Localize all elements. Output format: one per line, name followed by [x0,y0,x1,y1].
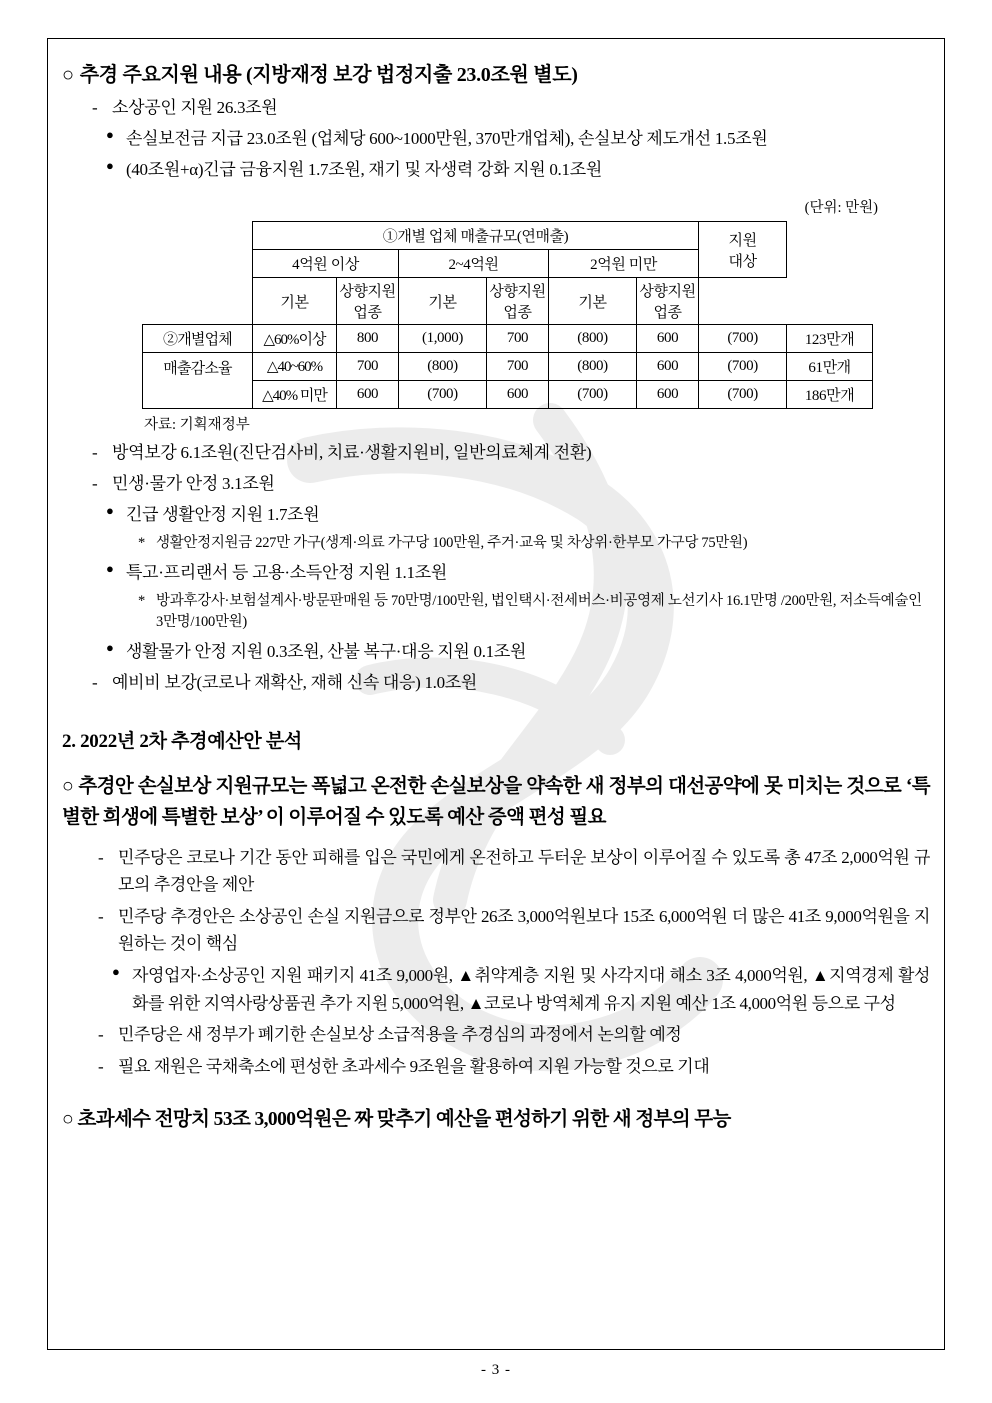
list-item-text: 민주당 추경안은 소상공인 손실 지원금으로 정부안 26조 3,000억원보다 15조 6,000억원 더 많은 41조 9,000억원을 지원하는 것이 핵심 [118,906,930,954]
dash-bullet-icon: - [98,847,104,867]
table-cell: 600 [637,325,699,353]
dash-bullet-icon: - [98,1025,104,1045]
table-subheader-3: 상향지원업종 [487,278,549,325]
dash-bullet-icon: - [98,1056,104,1076]
asterisk-bullet-icon: * [138,534,145,551]
table-row-label-1: △40~60% [253,353,337,381]
table-cell: 600 [337,381,399,409]
list-item-text: (40조원+α)긴급 금융지원 1.7조원, 재기 및 자생력 강화 지원 0.1조원 [126,159,602,179]
table-cell: 700 [337,353,399,381]
dash-bullet-icon: - [92,474,98,494]
table-cell: 800 [337,325,399,353]
list-item [112,962,930,1017]
list-item-text: 특고·프리랜서 등 고용·소득안정 지원 1.1조원 [126,562,447,582]
dot-bullet-icon: ● [106,503,114,519]
list-item [106,560,930,586]
table-cell: (700) [549,381,637,409]
circle-marker-icon: ○ [62,775,74,797]
table-cell: (800) [399,353,487,381]
list-item [98,1021,930,1049]
table-header-target-line2: 대상 [728,253,757,270]
table-row [143,381,873,409]
list-item [106,502,930,528]
circle-marker-icon: ○ [62,64,74,86]
table-cell: (700) [699,353,787,381]
table-header-group-2: 2억원 미만 [549,250,699,278]
table-cell: (700) [399,381,487,409]
list-item-text: 손실보전금 지급 23.0조원 (업체당 600~1000만원, 370만개업체), 손실보상 제도개선 1.5조원 [126,128,768,148]
table-row-label-2: △40% 미만 [253,381,337,409]
dash-bullet-icon: - [92,443,98,463]
table-subheader-2: 기본 [399,278,487,325]
list-item [92,471,930,497]
table-rowgroup-label-line2: 매출감소율 [143,353,253,381]
table-header-target [699,222,787,278]
list-item-text: 민주당은 코로나 기간 동안 피해를 입은 국민에게 온전하고 두터운 보상이 이루어질 수 있도록 총 47조 2,000억원 규모의 추경안을 제안 [118,847,930,895]
list-item [106,157,930,183]
dash-bullet-icon: - [92,672,98,692]
dot-bullet-icon: ● [112,963,120,979]
list-item-text: 민주당은 새 정부가 폐기한 손실보상 소급적용을 추경심의 과정에서 논의할 예정 [118,1025,682,1045]
list-item [98,1053,930,1081]
table-cell-target: 123만개 [787,325,873,353]
circle-marker-icon: ○ [62,1109,74,1131]
section2-closing-paragraph [62,1104,930,1136]
list-item-text: 방과후강사·보험설계사·방문판매원 등 70만명/100만원, 법인택시·전세버스·비공영제 노선기사 16.1만명 /200만원, 저소득예술인 3만명/100만원) [156,592,922,631]
table-cell: 700 [487,353,549,381]
section2-lead-text: 추경안 손실보상 지원규모는 폭넓고 온전한 손실보상을 약속한 새 정부의 대선공약에 못 미치는 것으로 ‘특별한 희생에 특별한 보상’ 이 이루어질 수 있도록 예산 증액 편성 필요 [62,775,930,829]
dot-bullet-icon: ● [106,157,114,173]
dash-bullet-icon: - [98,906,104,926]
table-cell: 600 [637,381,699,409]
list-item-note [138,533,930,555]
table-cell: (700) [699,325,787,353]
list-item-text: 소상공인 지원 26.3조원 [112,98,278,117]
list-item-text: 자영업자·소상공인 지원 패키지 41조 9,000원, ▲취약계층 지원 및 사각지대 해소 3조 4,000억원, ▲지역경제 활성화를 위한 지역사랑상품권 추가 지원 5,000억원, ▲코로나 방역체계 유지 지원 예산 1조 4,000억원 등으로 구성 [132,965,930,1013]
table-subheader-5: 상향지원업종 [637,278,699,325]
table-header-sales-scale: ①개별 업체 매출규모(연매출) [253,222,699,250]
list-item-text: 예비비 보강(코로나 재확산, 재해 신속 대응) 1.0조원 [112,672,478,692]
table-cell: (800) [549,353,637,381]
table-header-target-line1: 지원 [728,232,757,249]
list-item [92,440,930,466]
dash-bullet-icon: - [92,98,98,117]
section1-heading [62,60,930,90]
table-row-label-0: △60%이상 [253,325,337,353]
document-content [62,60,930,1136]
table-subheader-4: 기본 [549,278,637,325]
support-amount-table [142,221,873,409]
table-row [143,353,873,381]
list-item-note [138,591,930,635]
table-subheader-0: 기본 [253,278,337,325]
list-item [92,670,930,696]
table-unit-label: (단위: 만원) [804,200,878,217]
table-cell: (800) [549,325,637,353]
dot-bullet-icon: ● [106,560,114,576]
list-item [106,639,930,665]
table-cell: (700) [699,381,787,409]
table-cell: 600 [637,353,699,381]
list-item-text: 방역보강 6.1조원(진단검사비, 치료·생활지원비, 일반의료체계 전환) [112,443,592,463]
section1-heading-text: 추경 주요지원 내용 (지방재정 보강 법정지출 23.0조원 별도) [79,64,578,86]
dot-bullet-icon: ● [106,126,114,142]
table-header-row [143,222,873,250]
table-cell: (1,000) [399,325,487,353]
list-item [98,844,930,899]
table-cell: 700 [487,325,549,353]
list-item-text: 긴급 생활안정 지원 1.7조원 [126,505,320,525]
table-subheader-1: 상향지원업종 [337,278,399,325]
list-item-text: 민생·물가 안정 3.1조원 [112,474,275,494]
list-item [92,95,930,121]
list-item-text: 필요 재원은 국채축소에 편성한 초과세수 9조원을 활용하여 지원 가능할 것으로 기대 [118,1056,710,1076]
list-item-text: 생활안정지원금 227만 가구(생계·의료 가구당 100만원, 주거·교육 및 차상위·한부모 가구당 75만원) [156,534,748,551]
table-source-label: 자료: 기획재정부 [144,417,250,434]
asterisk-bullet-icon: * [138,592,145,609]
table-cell-target: 61만개 [787,353,873,381]
table-subheader-row [143,278,873,325]
support-table-block [142,196,882,434]
table-row [143,325,873,353]
table-rowgroup-label-line1: ②개별업체 [143,325,253,353]
section2-closing-text: 초과세수 전망치 53조 3,000억원은 짜 맞추기 예산을 편성하기 위한 새 정부의 무능 [77,1109,731,1131]
table-header-group-0: 4억원 이상 [253,250,399,278]
section2-heading: 2. 2022년 2차 추경예산안 분석 [62,730,302,752]
page-number: - 3 - [481,1362,511,1378]
list-item [98,903,930,958]
list-item [106,126,930,152]
list-item-text: 생활물가 안정 지원 0.3조원, 산불 복구·대응 지원 0.1조원 [126,642,527,662]
table-header-group-1: 2~4억원 [399,250,549,278]
dot-bullet-icon: ● [106,640,114,656]
table-cell: 600 [487,381,549,409]
table-cell-target: 186만개 [787,381,873,409]
section2-lead-paragraph [62,771,930,834]
